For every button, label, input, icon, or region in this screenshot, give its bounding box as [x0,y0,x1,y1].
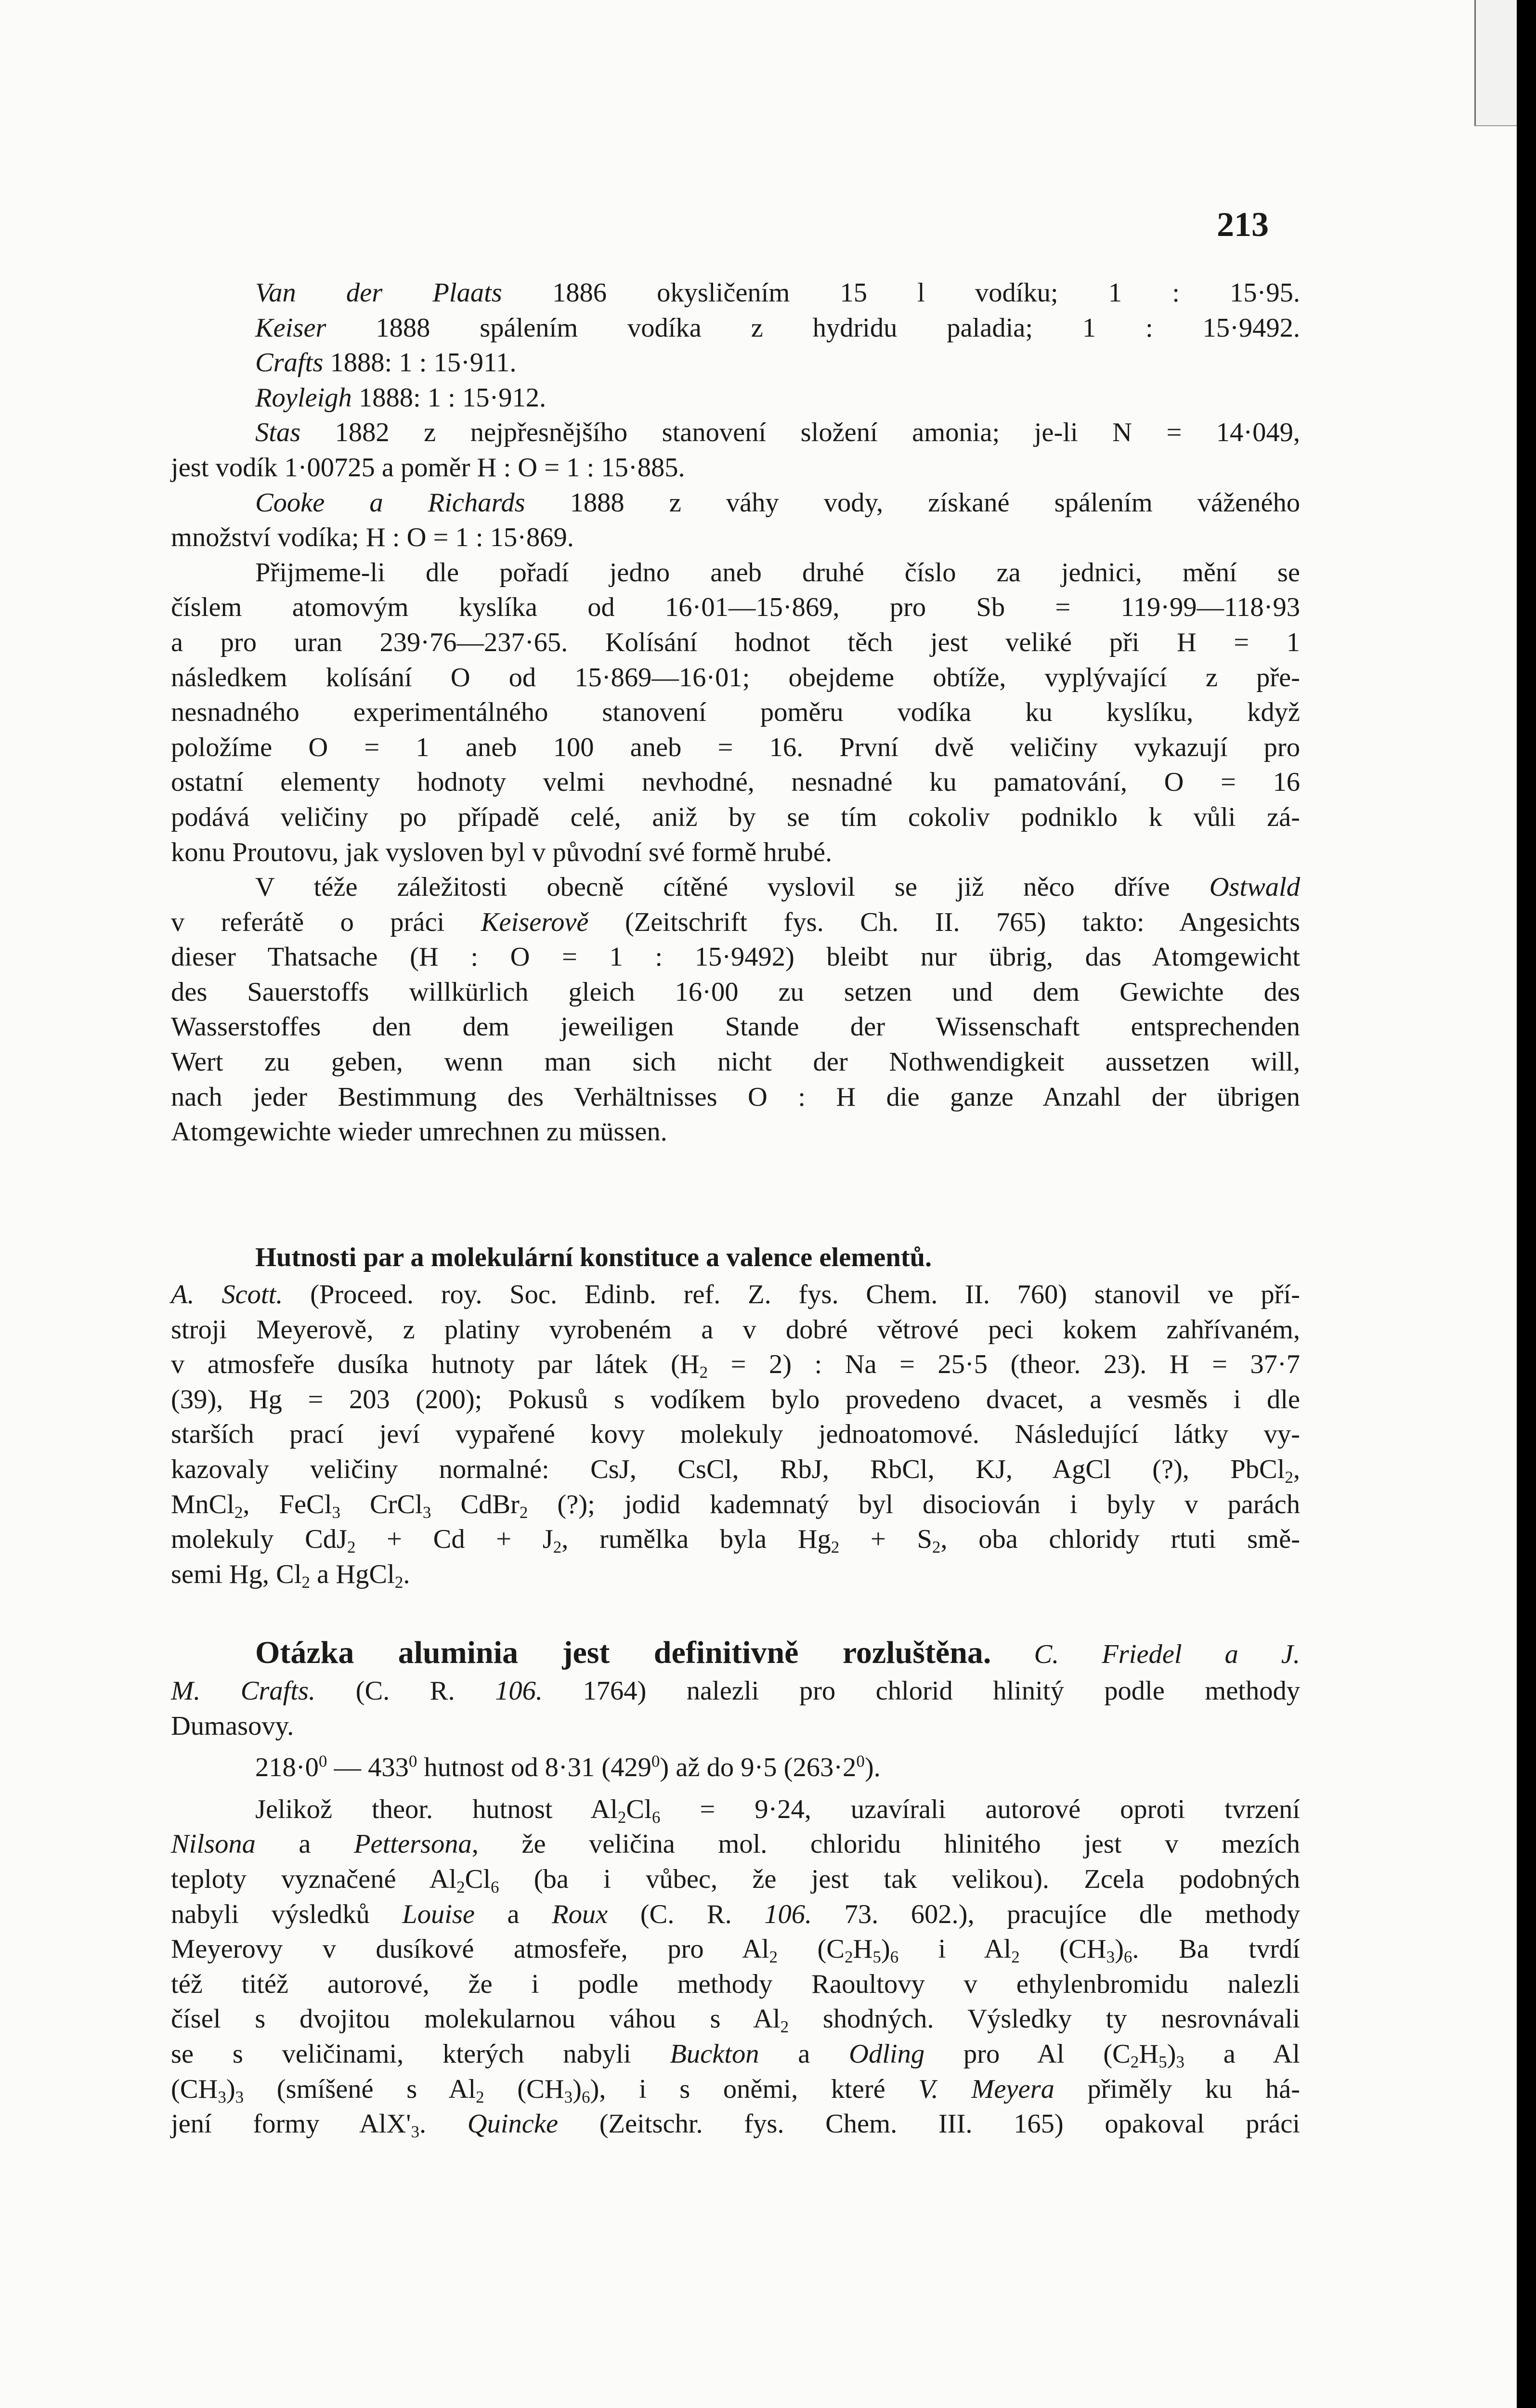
text-line: Meyerovy v dusíkové atmosfeře, pro $Al_2$ $(C_2H_5)_6$ i $Al_2$ $(CH_3)_6$. Ba tvrdí [171,1934,1300,1966]
text-line: kazovaly veličiny normalné: CsJ, CsCl, RbJ, RbCl, KJ, AgCl (?), PbCl$_2$, [171,1454,1300,1487]
page-edge-mark [1474,0,1517,126]
text-line: Crafts 1888: 1 : 15·911. [255,348,517,378]
text-line: číslem atomovým kyslíka od 16·01—15·869, pro Sb = 119·99—118·93 [171,592,1300,623]
text-line: MnCl$_2$, FeCl$_3$ CrCl$_3$ CdBr$_2$ (?); jodid kademnatý byl disociován i byly v parách [171,1489,1300,1522]
text-line [171,1634,1300,1674]
text-line: molekuly $CdJ_2 + Cd + J_2$, rumělka byla $Hg_2 + S_2$, oba chloridy rtuti smě- [171,1524,1300,1557]
author-name: M. Crafts. [171,1676,316,1706]
text-line: Van der Plaats 1886 okysličením 15 l vodíku; 1 : 15·95. [255,278,1300,308]
text-line: Atomgewichte wieder umrechnen zu müssen. [171,1117,667,1147]
text-line: Keiser 1888 spálením vodíka z hydridu paladia; 1 : 15·9492. [255,313,1300,343]
text-line: starších prací jeví vypařené kovy molekuly jednoatomové. Následující látky vy- [171,1419,1300,1450]
text-line: množství vodíka; H : O = 1 : 15·869. [171,523,574,553]
page-number: 213 [1217,205,1269,244]
text-line: Dumasovy. [171,1711,294,1741]
text-line: následkem kolísání O od 15·869—16·01; obejdeme obtíže, vyplývající z pře- [171,662,1300,693]
text-line: nesnadného experimentálného stanovení poměru vodíka ku kyslíku, když [171,697,1300,728]
author-name: A. Scott. [171,1280,283,1309]
author-name: Keiser [255,313,326,343]
text-line: A. Scott. (Proceed. roy. Soc. Edinb. ref. Z. fys. Chem. II. 760) stanovil ve pří- [171,1280,1300,1309]
author-name: Ostwald [1209,872,1300,903]
author-name: Louise [402,1899,475,1929]
author-name: Odling [849,2039,925,2069]
author-name: Roux [552,1899,608,1929]
text-line: ostatní elementy hodnoty velmi nevhodné, nesnadné ku pamatování, O = 16 [171,767,1300,798]
author-name: C. Friedel a J. [991,1639,1300,1669]
text-line: položíme O = 1 aneb 100 aneb = 16. První dvě veličiny vykazují pro [171,732,1300,762]
text-line: Přijmeme-li dle pořadí jedno aneb druhé číslo za jednici, mění se [255,557,1300,588]
author-name: Pettersona [353,1829,472,1859]
author-name: V. Meyera [918,2074,1054,2104]
text-line: Cooke a Richards 1888 z váhy vody, získané spálením váženého [255,487,1300,518]
author-name: Stas [255,418,301,448]
text-line: jest vodík 1·00725 a poměr H : O = 1 : 15·885. [171,452,685,483]
section-aluminium [171,1634,1300,2142]
text-line: se s veličinami, kterých nabyli Buckton a Odling pro Al $(C_2H_5)_3$ a Al [171,2039,1300,2071]
text-line: Jelikož theor. hutnost $Al_2Cl_6 = 9\cdot 24$, uzavírali autorové oproti tvrzení [255,1794,1301,1827]
author-name: Crafts [255,348,324,378]
section-heading: Otázka aluminia jest definitivně rozluštěna. [255,1635,991,1670]
text-line: Royleigh 1888: 1 : 15·912. [255,382,547,413]
equation-line: $218\cdot 0^0$ — $433^0$ hutnost od 8·31 $(429^0)$ až do 9·5 $(263\cdot 2^0)$. [255,1752,881,1783]
text-line: semi Hg, $Cl_2$ a HgCl$_2$. [171,1559,410,1592]
text-line: Stas 1882 z nejpřesnějšího stanovení složení amonia; je-li N = 14·049, [255,418,1300,448]
author-name: Van der Plaats [255,278,502,308]
text-line: a pro uran 239·76—237·65. Kolísání hodnot těch jest veliké při H = 1 [171,627,1300,657]
text-line: čísel s dvojitou molekularnou váhou s $Al_2$ shodných. Výsledky ty nesrovnávali [171,2004,1300,2037]
text-line: nabyli výsledků Louise a Roux (C. R. 106. 73. 602.), pracujíce dle methody [171,1899,1300,1929]
section-heading: Hutnosti par a molekulární konstituce a valence elementů. [255,1243,932,1272]
text-line: des Sauerstoffs willkürlich gleich 16·00 zu setzen und dem Gewichte des [171,977,1300,1007]
text-line: nach jeder Bestimmung des Verhältnisses O : H die ganze Anzahl der übrigen [171,1082,1300,1112]
text-line: teploty vyznačené $Al_2Cl_6$ (ba i vůbec, že jest tak velikou). Zcela podobných [171,1864,1300,1897]
section-atomic-weights [171,275,1300,1150]
author-name: Buckton [670,2039,759,2069]
author-name: Quincke [467,2109,559,2139]
text-line: konu Proutovu, jak vysloven byl v původní své formě hrubé. [171,837,833,867]
author-name: Cooke a Richards [255,487,525,518]
text-line: Nilsona a Pettersona, že veličina mol. chloridu hlinitého jest v mezích [171,1829,1301,1859]
text-line: podává veličiny po případě celé, aniž by se tím cokoliv podniklo k vůli zá- [171,802,1300,832]
text-line: $(CH_3)_3$ (smíšené s $Al_2$ $(CH_3)_6$), i s oněmi, které V. Meyera přiměly ku há- [171,2074,1300,2107]
text-line: též titéž autorové, že i podle methody Raoultovy v ethylenbromidu nalezli [171,1969,1300,1999]
author-name: Nilsona [171,1829,256,1859]
author-name: Keiserově [481,907,589,937]
text-line: stroji Meyerově, z platiny vyrobeném a v dobré větrové peci kokem zahřívaném, [171,1314,1300,1345]
text-line: jení formy $AlX'_3$. Quincke (Zeitschr. fys. Chem. III. 165) opakoval práci [171,2109,1301,2141]
text-line: v atmosfeře dusíka hutnoty par látek $(H_2 = 2)$ : Na = 25·5 (theor. 23). H = 37·7 [171,1349,1300,1382]
author-name: Royleigh [255,382,352,413]
text-line: dieser Thatsache (H : O = 1 : 15·9492) bleibt nur übrig, das Atomgewicht [171,942,1300,972]
text-line: v referátě o práci Keiserově (Zeitschrift fys. Ch. II. 765) takto: Angesichts [171,907,1301,937]
text-line: V téže záležitosti obecně cítěné vyslovil se již něco dříve Ostwald [255,872,1300,903]
text-line: Wert zu geben, wenn man sich nicht der Nothwendigkeit aussetzen will, [171,1047,1300,1077]
text-line: Wasserstoffes den dem jeweiligen Stande der Wissenschaft entsprechenden [171,1012,1300,1042]
section-vapour-densities [171,1238,1300,1592]
text-line: (39), Hg = 203 (200); Pokusů s vodíkem bylo provedeno dvacet, a vesměs i dle [171,1384,1300,1414]
text-line: M. Crafts. (C. R. 106. 1764) nalezli pro chlorid hlinitý podle methody [171,1676,1301,1706]
